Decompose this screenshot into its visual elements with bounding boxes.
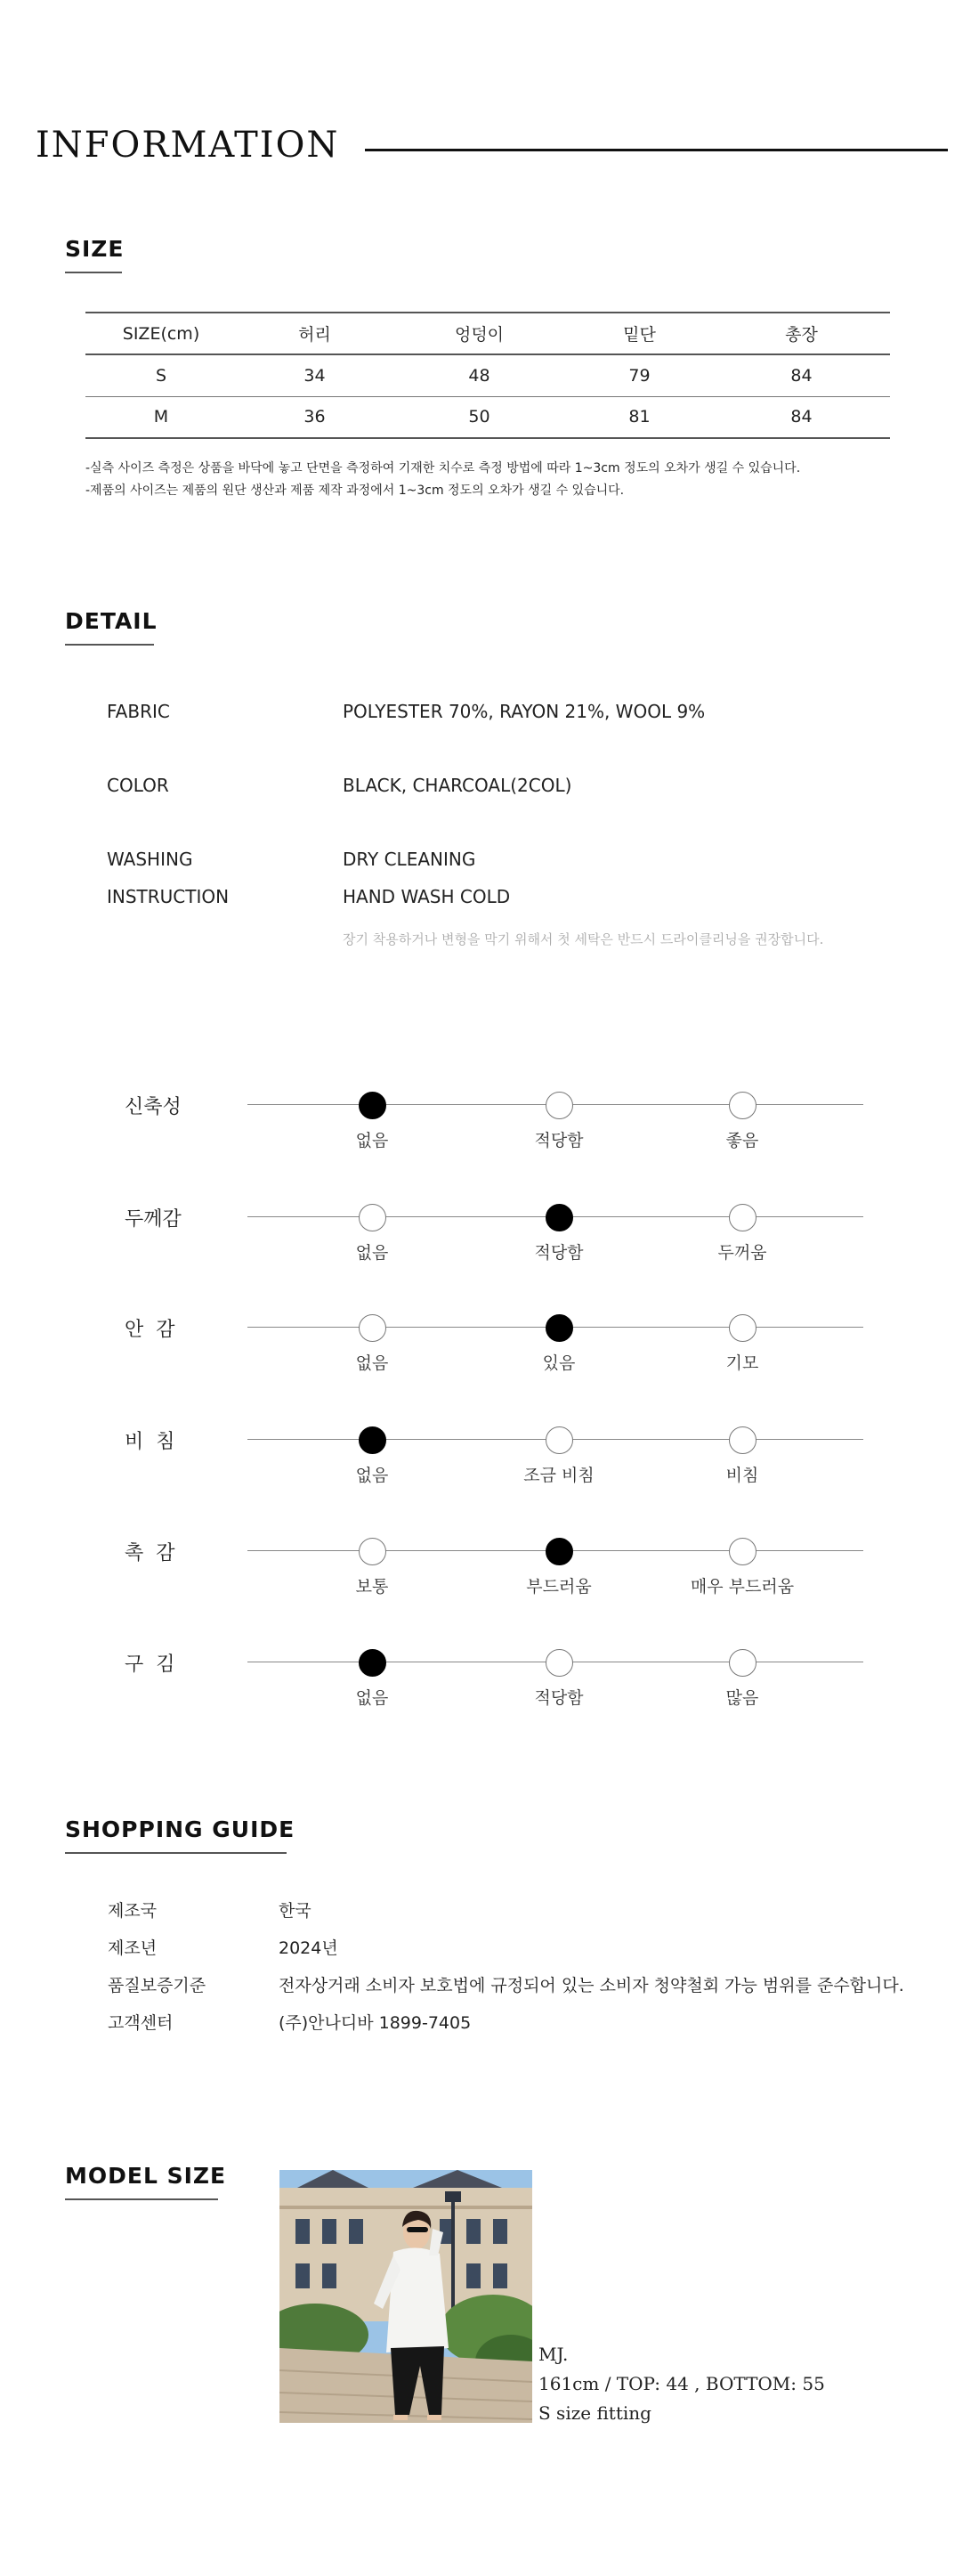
scale-dot xyxy=(729,1649,756,1677)
fabric-scale-option: 없음 xyxy=(355,1353,389,1373)
table-cell: 84 xyxy=(790,365,813,386)
model-size-title-underline xyxy=(65,2198,218,2200)
scale-dot xyxy=(729,1314,756,1342)
fabric-scale-label: 촉 감 xyxy=(125,1542,175,1564)
size-note: -제품의 사이즈는 제품의 원단 생산과 제품 제작 과정에서 1~3cm 정도의 오차가 생길 수 있습니다. xyxy=(85,484,625,498)
scale-dot-selected xyxy=(359,1649,386,1677)
scale-dot xyxy=(546,1649,573,1677)
information-divider xyxy=(365,149,948,151)
table-cell: 84 xyxy=(790,407,813,427)
fabric-scale-option: 있음 xyxy=(542,1353,576,1373)
guide-label: 고객센터 xyxy=(108,2013,174,2033)
fabric-scale-label: 비 침 xyxy=(125,1431,175,1453)
model-photo xyxy=(279,2170,532,2423)
detail-section-title: DETAIL xyxy=(65,608,158,634)
scale-dot xyxy=(359,1314,386,1342)
guide-value: 2024년 xyxy=(279,1938,338,1958)
fabric-scale-option: 없음 xyxy=(355,1243,389,1263)
scale-dot xyxy=(729,1426,756,1454)
fabric-scale-option: 기모 xyxy=(725,1353,759,1373)
fabric-label: FABRIC xyxy=(107,701,170,722)
fabric-scale-label: 안 감 xyxy=(125,1319,175,1341)
size-table-header: 허리 xyxy=(298,325,331,345)
guide-label: 품질보증기준 xyxy=(108,1976,206,1995)
fabric-scale-option: 없음 xyxy=(355,1131,389,1150)
size-note: -실측 사이즈 측정은 상품을 바닥에 놓고 단면을 측정하여 기재한 치수로 측정 방법에 따라 1~3cm 정도의 오차가 생길 수 있습니다. xyxy=(85,461,801,475)
washing-note: 장기 착용하거나 변형을 막기 위해서 첫 세탁은 반드시 드라이클리닝을 권장합니다. xyxy=(343,931,824,947)
fabric-scale-option: 부드러움 xyxy=(526,1577,592,1597)
fabric-scale-option: 적당함 xyxy=(534,1688,584,1708)
fabric-value: POLYESTER 70%, RAYON 21%, WOOL 9% xyxy=(343,701,706,722)
scale-dot xyxy=(546,1426,573,1454)
model-measurements: 161cm / TOP: 44 , BOTTOM: 55 xyxy=(538,2373,825,2394)
size-table-header: 밑단 xyxy=(623,325,656,345)
washing-value: DRY CLEANING xyxy=(343,849,476,870)
fabric-scale-label: 두께감 xyxy=(125,1208,182,1231)
scale-dot xyxy=(729,1204,756,1231)
scale-dot-selected xyxy=(546,1538,573,1565)
model-size-section-title: MODEL SIZE xyxy=(65,2163,227,2189)
fabric-scale-option: 매우 부드러움 xyxy=(690,1577,795,1597)
fabric-scale-row xyxy=(0,1423,979,1494)
shopping-guide-section-title: SHOPPING GUIDE xyxy=(65,1816,295,1842)
size-table-header: SIZE(cm) xyxy=(122,323,200,344)
color-label: COLOR xyxy=(107,775,169,796)
color-value: BLACK, CHARCOAL(2COL) xyxy=(343,775,572,796)
information-title: INFORMATION xyxy=(36,125,340,166)
scale-dot-selected xyxy=(359,1426,386,1454)
scale-dot xyxy=(359,1538,386,1565)
size-table xyxy=(85,312,890,439)
table-cell: 81 xyxy=(628,407,651,427)
scale-dot-selected xyxy=(359,1092,386,1119)
table-cell: 34 xyxy=(303,365,326,386)
table-row xyxy=(85,396,890,438)
model-fitting: S size fitting xyxy=(538,2402,651,2424)
fabric-scale-option: 보통 xyxy=(355,1577,389,1597)
fabric-scale-row xyxy=(0,1088,979,1159)
fabric-scale-option: 적당함 xyxy=(534,1243,584,1263)
size-table-header: 총장 xyxy=(785,325,818,345)
table-cell: 36 xyxy=(303,407,326,427)
shopping-guide-title-underline xyxy=(65,1852,287,1854)
instruction-label: INSTRUCTION xyxy=(107,886,230,907)
fabric-scale-row xyxy=(0,1534,979,1605)
table-cell: M xyxy=(153,407,169,427)
guide-label: 제조국 xyxy=(108,1901,158,1921)
fabric-scale-label: 신축성 xyxy=(125,1096,182,1118)
scale-dot-selected xyxy=(546,1204,573,1231)
size-table-header: 엉덩이 xyxy=(454,325,505,345)
scale-dot-selected xyxy=(546,1314,573,1342)
fabric-scale-option: 비침 xyxy=(725,1466,759,1485)
scale-dot xyxy=(359,1204,386,1231)
fabric-scale-option: 많음 xyxy=(725,1688,759,1708)
size-section-title: SIZE xyxy=(65,236,125,262)
scale-dot xyxy=(729,1092,756,1119)
model-name: MJ. xyxy=(538,2344,569,2365)
scale-dot xyxy=(729,1538,756,1565)
washing-label: WASHING xyxy=(107,849,193,870)
fabric-scale-row xyxy=(0,1311,979,1382)
detail-title-underline xyxy=(65,644,154,646)
table-cell: 48 xyxy=(468,365,490,386)
table-cell: 79 xyxy=(628,365,651,386)
model-photo-illustration xyxy=(279,2170,532,2423)
fabric-scale-row xyxy=(0,1646,979,1717)
guide-value: 전자상거래 소비자 보호법에 규정되어 있는 소비자 청약철회 가능 범위를 준수합니다. xyxy=(279,1976,904,1995)
scale-dot xyxy=(546,1092,573,1119)
table-cell: 50 xyxy=(468,407,490,427)
guide-value: (주)안나디바 1899-7405 xyxy=(279,2013,472,2033)
fabric-scale-option: 없음 xyxy=(355,1688,389,1708)
table-row xyxy=(85,354,890,396)
guide-label: 제조년 xyxy=(108,1938,158,1958)
guide-value: 한국 xyxy=(279,1901,312,1921)
fabric-scale-label: 구 김 xyxy=(125,1654,175,1676)
fabric-scale-option: 조금 비침 xyxy=(523,1466,595,1485)
fabric-scale-row xyxy=(0,1200,979,1272)
fabric-scale-option: 적당함 xyxy=(534,1131,584,1150)
instruction-value: HAND WASH COLD xyxy=(343,886,511,907)
size-title-underline xyxy=(65,272,122,273)
fabric-scale-option: 없음 xyxy=(355,1466,389,1485)
table-cell: S xyxy=(155,365,167,386)
size-table-header-row xyxy=(85,313,890,354)
fabric-scale-option: 좋음 xyxy=(725,1131,759,1150)
fabric-scale-option: 두꺼움 xyxy=(717,1243,767,1263)
